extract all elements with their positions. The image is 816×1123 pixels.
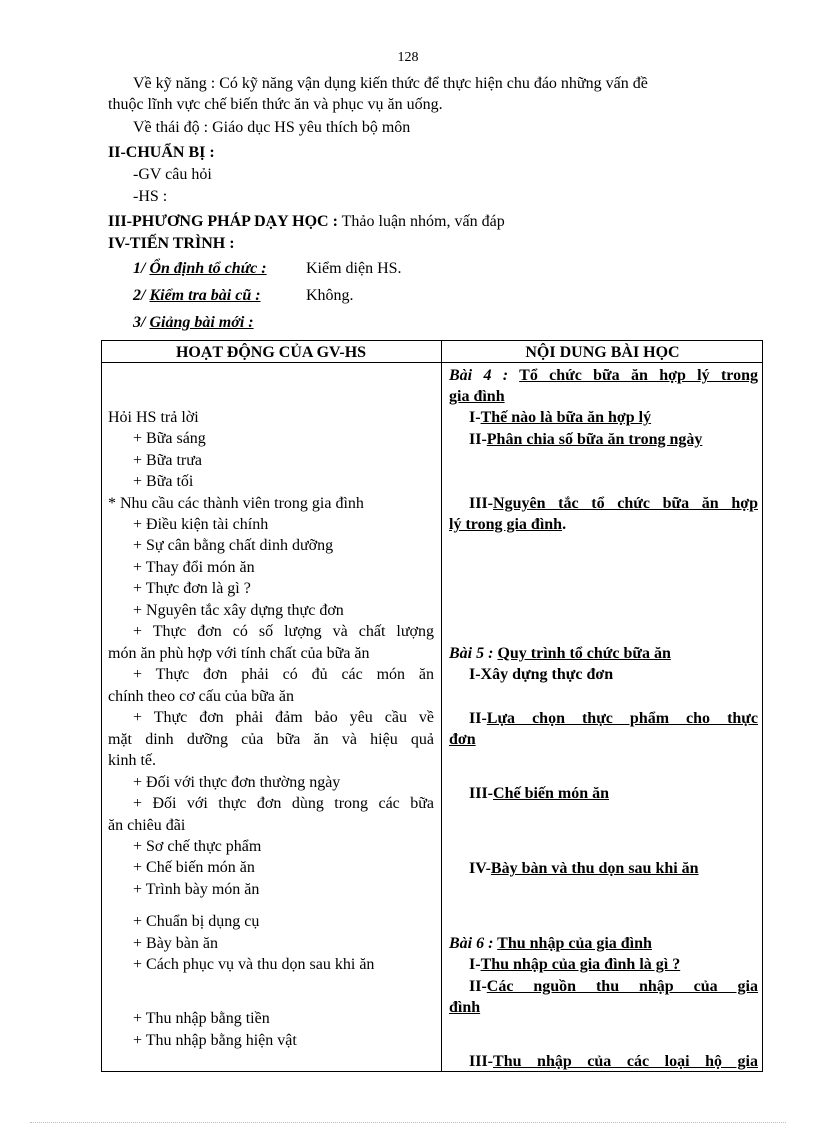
- bai-4-item-3: [469, 494, 758, 514]
- bai-6-item-2-text: Các nguồn thu nhập của gia: [486, 978, 758, 995]
- bai-6-item-1-num: I-: [469, 956, 481, 973]
- col-right-header: NỘI DUNG BÀI HỌC: [525, 344, 680, 361]
- left-line: + Thực đơn phải đảm bảo yêu cầu về: [133, 709, 434, 726]
- step-3: [133, 313, 254, 333]
- bai-4-item-3-period: .: [562, 516, 567, 533]
- left-line: + Đối với thực đơn dùng trong các bữa: [133, 795, 434, 812]
- left-line: + Bày bàn ăn: [133, 935, 218, 952]
- bai-5-item-4-text: Bày bàn và thu dọn sau khi ăn: [490, 860, 699, 877]
- left-line: + Điều kiện tài chính: [133, 516, 269, 533]
- left-line: + Bữa trưa: [133, 452, 203, 469]
- bai-5-title-line: [449, 644, 671, 664]
- section-3-line: [108, 212, 505, 232]
- bai-6-label: Bài 6 :: [449, 935, 494, 952]
- left-line: + Thực đơn phải có đủ các món ăn: [133, 666, 434, 683]
- left-line: + Đối với thực đơn thường ngày: [133, 774, 341, 791]
- bai-5-item-4: [469, 859, 699, 879]
- page-number: 128: [397, 50, 419, 65]
- left-line: ăn chiêu đãi: [108, 817, 186, 834]
- bai-6-title: Thu nhập của gia đình: [497, 935, 652, 952]
- bai-4-label: Bài 4 :: [449, 367, 509, 384]
- left-line: + Nguyên tắc xây dựng thực đơn: [133, 602, 344, 619]
- left-line: + Chế biến món ăn: [133, 859, 255, 876]
- bai-5-item-3-num: III-: [469, 785, 494, 802]
- left-line: + Trình bày món ăn: [133, 881, 260, 898]
- left-line: + Bữa tối: [133, 473, 194, 490]
- bai-6-item-3-num: III-: [469, 1053, 494, 1070]
- bai-4-item-1: [469, 408, 651, 428]
- col-left-header: HOẠT ĐỘNG CỦA GV-HS: [175, 344, 367, 361]
- left-line: + Cách phục vụ và thu dọn sau khi ăn: [133, 956, 375, 973]
- bai-4-item-2: [469, 430, 702, 450]
- bai-4-title-line: [449, 366, 758, 386]
- bai-4-item-3-text: Nguyên tắc tổ chức bữa ăn hợp: [493, 495, 758, 512]
- section-3-heading: III-PHƯƠNG PHÁP DẠY HỌC :: [108, 213, 338, 230]
- bai-4-item-3-cont: [449, 515, 566, 535]
- left-line: chính theo cơ cấu của bữa ăn: [108, 688, 294, 705]
- bai-6-item-1-text: Thu nhập của gia đình là gì ?: [480, 956, 681, 973]
- bai-5-item-4-num: IV-: [469, 860, 491, 877]
- bai-6-item-2: [469, 977, 758, 997]
- section-2-hs: -HS :: [133, 188, 168, 205]
- bai-4-title: Tổ chức bữa ăn hợp lý trong: [519, 367, 758, 384]
- bai-5-label: Bài 5 :: [449, 645, 494, 662]
- column-divider: [441, 340, 442, 1072]
- left-line: mặt dinh dưỡng của bữa ăn và hiệu quả: [108, 731, 434, 748]
- bai-6-item-2-num: II-: [469, 978, 487, 995]
- bai-4-title-cont: gia đình: [449, 388, 505, 405]
- bai-4-item-3-num: III-: [469, 495, 494, 512]
- left-line: + Sự cân bằng chất dinh dưỡng: [133, 537, 334, 554]
- left-line: + Sơ chế thực phẩm: [133, 838, 262, 855]
- left-line: + Thu nhập bằng hiện vật: [133, 1032, 297, 1049]
- bai-5-title: Quy trình tổ chức bữa ăn: [497, 645, 671, 662]
- bai-5-item-3-text: Chế biến món ăn: [493, 785, 610, 802]
- step-2: [133, 286, 261, 306]
- bai-6-title-line: [449, 934, 652, 954]
- left-line: * Nhu cầu các thành viên trong gia đình: [108, 495, 364, 512]
- bai-6-item-2-cont: đình: [449, 999, 481, 1016]
- bai-4-item-1-num: I-: [469, 409, 481, 426]
- left-line: + Thu nhập bằng tiền: [133, 1010, 270, 1027]
- left-line: + Thực đơn là gì ?: [133, 580, 251, 597]
- step-2-label: Kiểm tra bài cũ :: [149, 287, 261, 304]
- step-2-value: Không.: [306, 287, 354, 304]
- bai-5-item-2: [469, 709, 758, 729]
- bai-6-item-1: [469, 955, 680, 975]
- bai-5-item-2-cont: đơn: [449, 731, 476, 748]
- left-line: + Chuẩn bị dụng cụ: [133, 913, 260, 930]
- skill-line-1: Về kỹ năng : Có kỹ năng vận dụng kiến thức để thực hiện chu đáo những vấn đề: [133, 75, 648, 92]
- section-4-heading: IV-TIẾN TRÌNH :: [108, 235, 235, 252]
- step-3-num: 3/: [133, 314, 150, 331]
- bai-5-item-2-text: Lựa chọn thực phẩm cho thực: [486, 710, 758, 727]
- bai-4-item-2-num: II-: [469, 431, 487, 448]
- bai-4-item-3-text-cont: lý trong gia đình: [449, 516, 563, 533]
- left-line: món ăn phù hợp với tính chất của bữa ăn: [108, 645, 370, 662]
- left-line: Hỏi HS trả lời: [108, 409, 199, 426]
- bai-5-item-3: [469, 784, 609, 804]
- left-line: + Thực đơn có số lượng và chất lượng: [133, 623, 434, 640]
- step-1-label: Ổn định tổ chức :: [149, 260, 267, 277]
- left-line: + Thay đổi món ăn: [133, 559, 255, 576]
- left-line: + Bữa sáng: [133, 430, 206, 447]
- section-2-gv: -GV câu hỏi: [133, 166, 212, 183]
- section-3-text: Thảo luận nhóm, vấn đáp: [337, 213, 505, 230]
- step-2-num: 2/: [133, 287, 150, 304]
- section-2-heading: II-CHUẨN BỊ :: [108, 144, 215, 161]
- bai-5-item-1: I-Xây dựng thực đơn: [469, 666, 614, 683]
- bai-5-item-2-num: II-: [469, 710, 487, 727]
- step-1-num: 1/: [133, 260, 150, 277]
- bai-4-item-2-text: Phân chia số bữa ăn trong ngày: [486, 431, 703, 448]
- step-1: [133, 259, 267, 279]
- bai-6-item-3-text: Thu nhập của các loại hộ gia: [493, 1053, 758, 1070]
- attitude-line: Về thái độ : Giáo dục HS yêu thích bộ môn: [133, 119, 411, 136]
- step-1-value: Kiểm diện HS.: [306, 260, 402, 277]
- step-3-label: Giảng bài mới :: [149, 314, 254, 331]
- bai-4-item-1-text: Thế nào là bữa ăn hợp lý: [480, 409, 652, 426]
- skill-line-2: thuộc lĩnh vực chế biến thức ăn và phục vụ ăn uống.: [108, 96, 443, 113]
- left-line: kinh tế.: [108, 752, 156, 769]
- bai-6-item-3: [469, 1052, 758, 1072]
